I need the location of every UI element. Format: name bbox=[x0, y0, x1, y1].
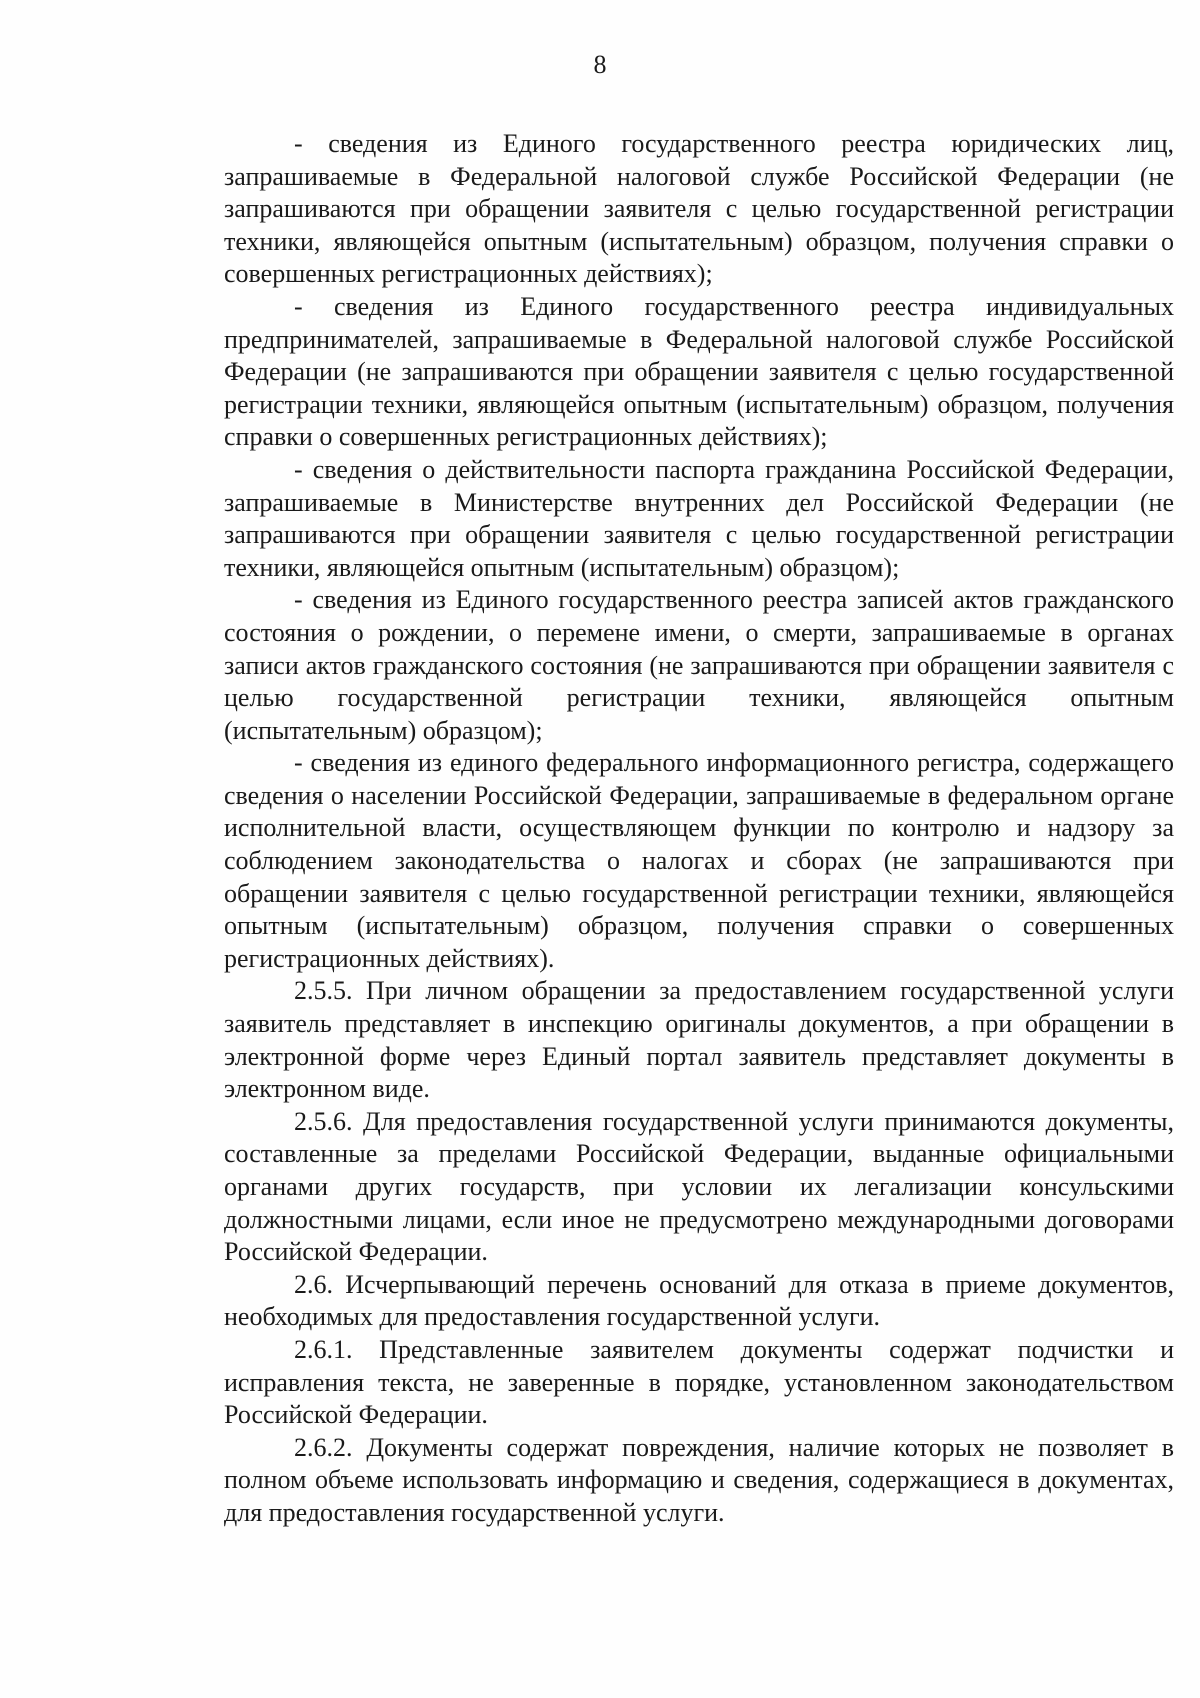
paragraph-population-register: - сведения из единого федерального информационного регистра, содержащего сведения о населении Российской Федерации, запрашиваемые в федеральном органе исполнительной власти, осуществляющем функции по контролю и надзору за соблюдением законодательства о налогах и сборах (не запрашиваются при обращении заявителя с целью государственной регистрации техники, являющейся опытным (испытательным) образцом, получения справки о совершенных регистрационных действиях). bbox=[224, 748, 1174, 973]
paragraph-2-6-1: 2.6.1. Представленные заявителем документы содержат подчистки и исправления текста, не заверенные в порядке, установленном законодательством Российской Федерации. bbox=[224, 1334, 1174, 1430]
paragraph-2-6-2: 2.6.2. Документы содержат повреждения, наличие которых не позволяет в полном объеме использовать информацию и сведения, содержащиеся в документах, для предоставления государственной услуги. bbox=[224, 1432, 1174, 1527]
paragraph-2-5-6: 2.5.6. Для предоставления государственной услуги принимаются документы, составленные за пределами Российской Федерации, выданные официальными органами других государств, при условии их легализации консульскими должностными лицами, если иное не предусмотрено международными договорами Российской Федерации. bbox=[224, 1106, 1174, 1267]
paragraph-egrul: - сведения из Единого государственного реестра юридических лиц, запрашиваемые в Федеральной налоговой службе Российской Федерации (не запрашиваются при обращении заявителя с целью государственной регистрации техники, являющейся опытным (испытательным) образцом, получения справки о совершенных регистрационных действиях); bbox=[224, 129, 1174, 289]
paragraph-2-6: 2.6. Исчерпывающий перечень оснований для отказа в приеме документов, необходимых для предоставления государственной услуги. bbox=[224, 1269, 1174, 1332]
paragraph-zags: - сведения из Единого государственного реестра записей актов гражданского состояния о рождении, о перемене имени, о смерти, запрашиваемые в органах записи актов гражданского состояния (не запрашиваются при обращении заявителя с целью государственной регистрации техники, являющейся опытным (испытательным) образцом); bbox=[224, 585, 1174, 745]
page-number: 8 bbox=[593, 50, 607, 79]
document-body bbox=[224, 128, 1174, 1530]
paragraph-passport: - сведения о действительности паспорта гражданина Российской Федерации, запрашиваемые в Министерстве внутренних дел Российской Федерации (не запрашиваются при обращении заявителя с целью государственной регистрации техники, являющейся опытным (испытательным) образцом); bbox=[224, 454, 1174, 582]
paragraph-egrip: - сведения из Единого государственного реестра индивидуальных предпринимателей, запрашиваемые в Федеральной налоговой службе Российской Федерации (не запрашиваются при обращении заявителя с целью государственной регистрации техники, являющейся опытным (испытательным) образцом, получения справки о совершенных регистрационных действиях); bbox=[224, 291, 1174, 452]
paragraph-2-5-5: 2.5.5. При личном обращении за предоставлением государственной услуги заявитель представляет в инспекцию оригиналы документов, а при обращении в электронной форме через Единый портал заявитель представляет документы в электронном виде. bbox=[224, 976, 1174, 1104]
